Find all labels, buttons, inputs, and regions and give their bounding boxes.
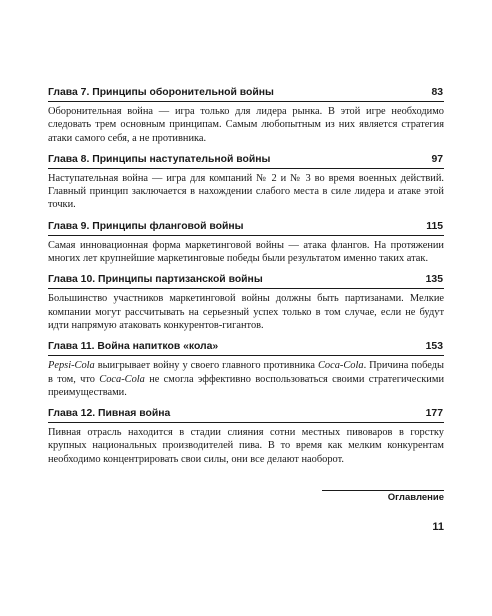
chapter-heading <box>48 153 444 169</box>
chapter-10 <box>48 273 444 332</box>
chapter-title: Глава 8. Принципы наступательной войны <box>48 153 271 165</box>
chapter-description: Оборонительная война — игра только для лидера рынка. В этой игре необходимо следовать трем основным принципам. Самым любопытным из них является стратегия атаки самого себя, а не противника. <box>48 106 444 144</box>
chapter-12 <box>48 407 444 466</box>
chapter-11 <box>48 340 444 399</box>
chapter-page-number: 177 <box>425 408 443 420</box>
description-text: . Причина победы в том, что <box>48 360 444 385</box>
description-text: выигрывает войну у своего главного противника <box>94 360 318 372</box>
chapter-title: Глава 11. Война напитков «кола» <box>48 341 219 353</box>
chapter-page-number: 97 <box>431 153 443 165</box>
chapter-title: Глава 9. Принципы фланговой войны <box>48 220 244 232</box>
running-section-label: Оглавление <box>322 490 444 505</box>
chapter-8 <box>48 153 444 212</box>
table-of-contents <box>48 86 444 474</box>
chapter-page-number: 83 <box>431 87 443 98</box>
chapter-title: Глава 12. Пивная война <box>48 408 171 420</box>
chapter-description: Самая инновационная форма маркетинговой войны — атака флангов. На протяжении многих лет крупнейшие маркетинговые победы были результатом именно таких атак. <box>48 239 444 265</box>
chapter-description: Пивная отрасль находится в стадии слияния сотни местных пивоваров в горстку крупных национальных производителей пива. В то время как мелким конкурентам необходимо концентрировать свои силы, они все делают наоборот. <box>48 427 444 465</box>
chapter-heading <box>48 86 444 102</box>
brand-name: Pepsi-Cola <box>48 360 95 372</box>
chapter-heading <box>48 273 444 289</box>
chapter-description <box>48 359 444 399</box>
brand-name: Coca-Cola <box>317 360 364 372</box>
chapter-title: Глава 7. Принципы оборонительной войны <box>48 87 274 98</box>
chapter-7 <box>48 86 444 145</box>
chapter-title: Глава 10. Принципы партизанской войны <box>48 274 263 286</box>
chapter-page-number: 153 <box>425 341 443 353</box>
chapter-description: Большинство участников маркетинговой войны должны быть партизанами. Мелкие компании могут рассчитывать на серьезный успех только в том случае, если не будут идти напрямую атаковать конкурентов-гигантов. <box>48 293 444 331</box>
chapter-heading <box>48 407 444 423</box>
page-number: 11 <box>432 521 444 533</box>
chapter-description: Наступательная война — игра для компаний № 2 и № 3 во время военных действий. Главный принцип заключается в нахождении слабого места в силе лидера и атаке этой точки. <box>48 172 444 211</box>
description-text: не смогла эффективно воспользоваться своими стратегическими преимуществами. <box>48 373 444 398</box>
chapter-page-number: 115 <box>426 220 443 232</box>
chapter-9 <box>48 220 444 266</box>
chapter-heading <box>48 340 444 356</box>
brand-name: Coca-Cola <box>99 373 145 385</box>
chapter-heading <box>48 220 444 236</box>
chapter-page-number: 135 <box>425 274 443 286</box>
